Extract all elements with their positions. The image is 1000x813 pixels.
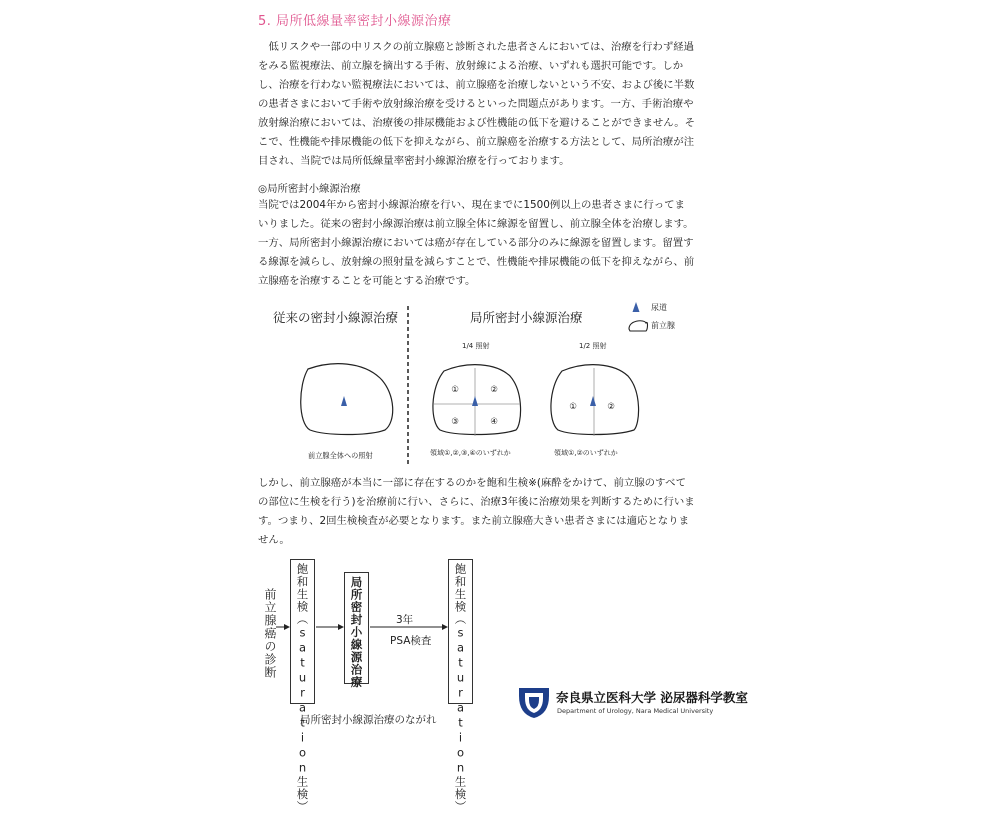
saturation-line: せん。 xyxy=(258,534,290,546)
prostate-quarter xyxy=(433,365,521,435)
focal-section-title: ◎局所密封小線源治療 xyxy=(258,183,361,195)
focal-line: 一方、局所密封小線源治療においては癌が存在している部分のみに線源を留置します。留置す xyxy=(258,237,694,249)
prostate-icon xyxy=(629,321,648,331)
urethra-marker xyxy=(472,396,478,406)
prostate-half xyxy=(551,365,639,435)
focal-line: 当院では2004年から密封小線源治療を行い、現在までに1500例以上の患者さまに行ってま xyxy=(258,199,685,211)
brachytherapy-figure xyxy=(258,296,748,466)
label-half: 1/2 照射 xyxy=(579,342,607,350)
flow-treatment-text: 局所密封小線源治療 xyxy=(349,576,364,689)
intro-line: し、治療を行わない監視療法においては、前立腺癌を治療しないという不安、および後に半数 xyxy=(258,79,695,91)
half-label: ① xyxy=(569,402,577,412)
intro-line: 放射線治療においては、治療後の排尿機能および性機能の低下を避けることができません。そ xyxy=(258,117,696,129)
saturation-line: す。つまり、2回生検検査が必要となります。また前立腺癌大きい患者さまには適応となりま xyxy=(258,515,689,527)
logo-subtitle: Department of Urology, Nara Medical University xyxy=(557,707,714,715)
flow-biopsy-text: 飽和生検（saturation生検） xyxy=(295,563,310,813)
prostate-whole xyxy=(301,364,393,435)
urethra-marker xyxy=(341,396,347,406)
focal-line: いりました。従来の密封小線源治療は前立腺全体に線源を留置し、前立腺全体を治療します。 xyxy=(258,218,694,230)
legend-prostate: 前立腺 xyxy=(651,321,675,330)
caption-whole: 前立腺全体への照射 xyxy=(308,451,373,460)
urethra-icon xyxy=(633,302,640,312)
urethra-marker xyxy=(590,396,596,406)
intro-line: の患者さまにおいて手術や放射線治療を受けるといった問題点があります。一方、手術治療や xyxy=(258,98,694,110)
caption-quarter: 領域①,②,③,④のいずれか xyxy=(430,449,511,457)
intro-paragraph xyxy=(258,38,744,171)
flow-psa: PSA検査 xyxy=(390,635,432,647)
focal-title: 局所密封小線源治療 xyxy=(470,310,583,325)
half-label: ② xyxy=(607,402,615,412)
flow-biopsy2-box xyxy=(448,559,473,813)
flow-interval: 3年 xyxy=(396,614,414,626)
section-heading: 5. 局所低線量率密封小線源治療 xyxy=(258,14,452,29)
logo-name: 奈良県立医科大学 泌尿器科学教室 xyxy=(556,690,748,705)
caption-half: 領域①,②のいずれか xyxy=(554,449,618,457)
flow-diagnosis: 前立腺癌の診断 xyxy=(263,588,277,679)
focal-line: る線源を減らし、放射線の照射量を減らすことで、性機能や排尿機能の低下を抑えながら、前 xyxy=(258,256,695,268)
intro-line: こで、性機能や排尿機能の低下を抑えながら、前立腺癌を治療する方法として、局所治療が注 xyxy=(258,136,694,148)
conventional-title: 従来の密封小線源治療 xyxy=(273,310,399,325)
university-logo-icon xyxy=(517,686,551,720)
focal-line: 立腺癌を治療することを可能とする治療です。 xyxy=(258,275,476,287)
saturation-line: しかし、前立腺癌が本当に一部に存在するのかを飽和生検※(麻酔をかけて、前立腺のすべて xyxy=(258,477,686,489)
flow-biopsy2-text: 飽和生検（saturation生検） xyxy=(453,563,468,813)
intro-line: 低リスクや一部の中リスクの前立腺癌と診断された患者さんにおいては、治療を行わず経過 xyxy=(258,41,694,53)
saturation-paragraph xyxy=(258,474,744,550)
label-quarter: 1/4 照射 xyxy=(462,342,490,350)
flow-caption: 局所密封小線源治療のながれ xyxy=(300,714,437,726)
intro-line: をみる監視療法、前立腺を摘出する手術、放射線による治療、いずれも選択可能です。しか xyxy=(258,60,684,72)
quadrant-label: ③ xyxy=(451,417,459,427)
legend-urethra: 尿道 xyxy=(651,303,667,312)
intro-line: 目され、当院では局所低線量率密封小線源治療を行っております。 xyxy=(258,155,570,167)
flow-arrows xyxy=(270,620,450,634)
quadrant-label: ① xyxy=(451,385,459,395)
quadrant-label: ② xyxy=(490,385,498,395)
focal-paragraph xyxy=(258,196,744,291)
saturation-line: の部位に生検を行う)を治療前に行い、さらに、治療3年後に治療効果を判断するために行いま xyxy=(258,496,695,508)
quadrant-label: ④ xyxy=(490,417,498,427)
